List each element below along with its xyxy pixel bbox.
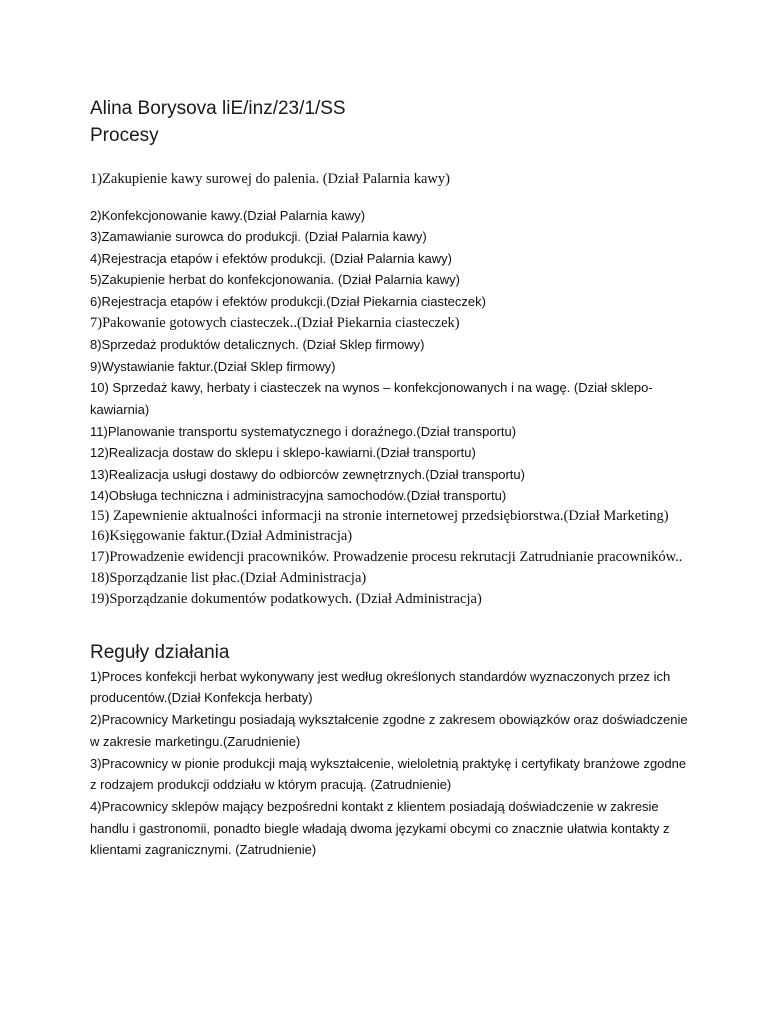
list-item: 2)Konfekcjonowanie kawy.(Dział Palarnia kawy) xyxy=(90,207,366,223)
author-line: Alina Borysova liE/inz/23/1/SS xyxy=(90,98,346,119)
list-item: 4)Rejestracja etapów i efektów produkcji. (Dział Palarnia kawy) xyxy=(90,250,452,266)
list-item: 10) Sprzedaż kawy, herbaty i ciasteczek na wynos – konfekcjonowanych i na wagę. (Dział sklepo-kawiarnia) xyxy=(90,380,653,417)
list-item: 11)Planowanie transportu systematycznego i doraźnego.(Dział transportu) xyxy=(90,423,517,439)
list-item: 17)Prowadzenie ewidencji pracowników. Prowadzenie procesu rekrutacji Zatrudnianie pracowników.. xyxy=(90,549,683,565)
list-item: 7)Pakowanie gotowych ciasteczek..(Dział Piekarnia ciasteczek) xyxy=(90,314,460,331)
list-item: 3)Zamawianie surowca do produkcji. (Dział Palarnia kawy) xyxy=(90,229,427,245)
section-title-procesy: Procesy xyxy=(90,125,159,146)
list-item: 15) Zapewnienie aktualności informacji na stronie internetowej przedsiębiorstwa.(Dział Marketing) xyxy=(90,507,669,524)
process-list xyxy=(90,169,690,611)
list-item: 14)Obsługa techniczna i administracyjna samochodów.(Dział transportu) xyxy=(90,488,507,504)
list-item: 3)Pracownicy w pionie produkcji mają wykształcenie, wieloletnią praktykę i certyfikaty branżowe zgodne z rodzajem produkcji oddziału w którym pracują. (Zatrudnienie) xyxy=(90,755,687,793)
list-item: 19)Sporządzanie dokumentów podatkowych. (Dział Administracja) xyxy=(90,591,482,608)
list-item: 1)Zakupienie kawy surowej do palenia. (Dział Palarnia kawy) xyxy=(90,171,450,187)
list-item: 4)Pracownicy sklepów mający bezpośredni kontakt z klientem posiadają doświadczenie w zakresie handlu i gastronomii, ponadto biegle władają dwoma językami obcymi co znacznie ułatwia kontakty z klientami zagranicznymi. (Zatrudnienie) xyxy=(90,798,670,858)
list-item: 1)Proces konfekcji herbat wykonywany jest według określonych standardów wyznaczonych przez ich producentów.(Dział Konfekcja herbaty) xyxy=(90,668,671,706)
rules-list xyxy=(90,666,690,861)
list-item: 12)Realizacja dostaw do sklepu i sklepo-kawiarni.(Dział transportu) xyxy=(90,445,476,461)
list-item: 13)Realizacja usługi dostawy do odbiorców zewnętrznych.(Dział transportu) xyxy=(90,466,525,482)
list-item: 5)Zakupienie herbat do konfekcjonowania. (Dział Palarnia kawy) xyxy=(90,272,460,288)
list-item: 9)Wystawianie faktur.(Dział Sklep firmowy) xyxy=(90,358,336,374)
list-item: 18)Sporządzanie list płac.(Dział Administracja) xyxy=(90,569,367,586)
section-title-reguly: Reguły działania xyxy=(90,641,230,663)
list-item: 2)Pracownicy Marketingu posiadają wykształcenie zgodne z zakresem obowiązków oraz doświadczenie w zakresie marketingu.(Zarudnienie) xyxy=(90,712,688,749)
document-page xyxy=(90,95,690,861)
list-item: 16)Księgowanie faktur.(Dział Administracja) xyxy=(90,528,353,545)
list-item: 8)Sprzedaż produktów detalicznych. (Dział Sklep firmowy) xyxy=(90,337,425,353)
list-item: 6)Rejestracja etapów i efektów produkcji.(Dział Piekarnia ciasteczek) xyxy=(90,293,486,309)
